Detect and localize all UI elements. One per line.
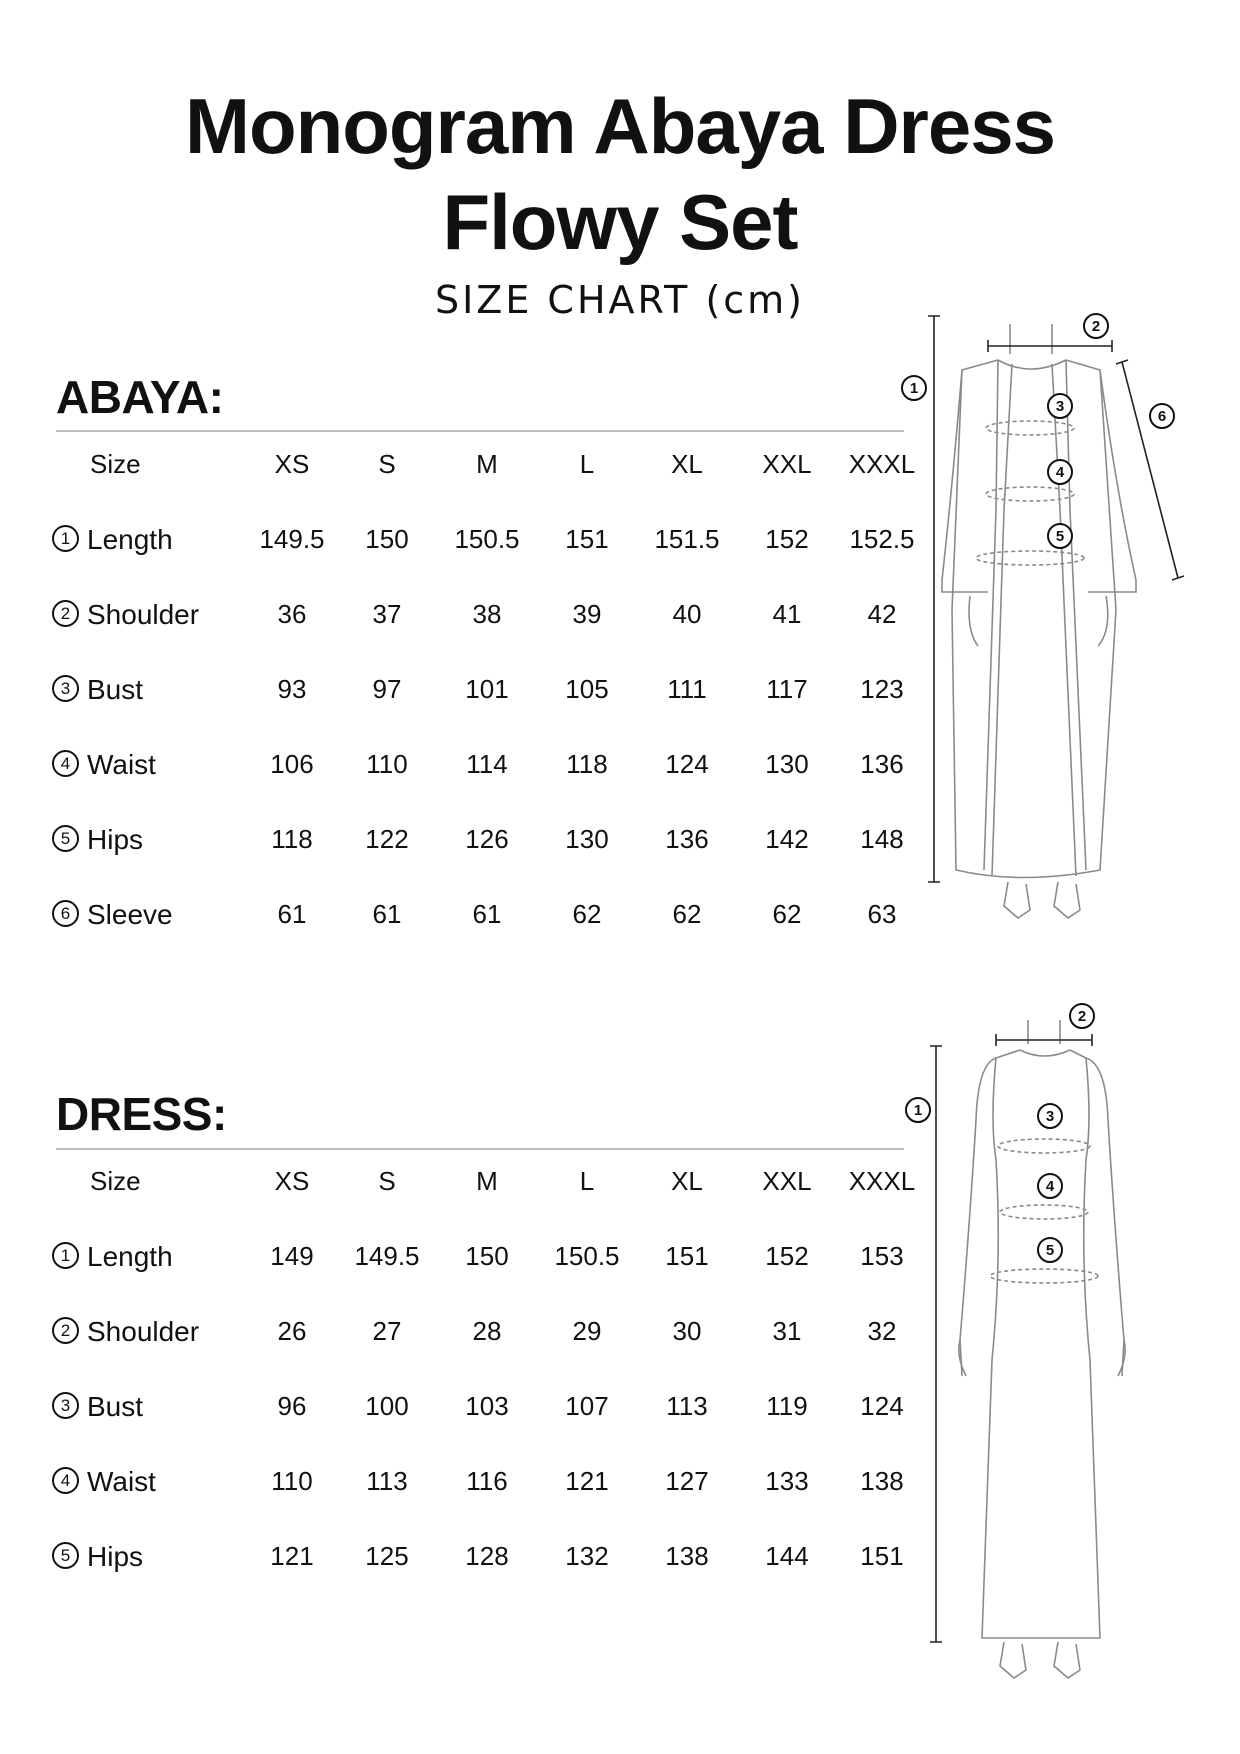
table-cell: 29 [572,1316,602,1346]
measurement-label [52,877,242,952]
table-row [52,577,932,652]
measurement-label [52,652,242,727]
marker-sleeve-label: 6 [1157,408,1167,425]
table-cell: 149 [270,1241,314,1271]
measurement-number-badge: 1 [52,525,79,552]
table-cell: 42 [867,599,897,629]
table-cell: 61 [372,899,402,929]
table-cell: 125 [365,1541,409,1571]
table-cell: 113 [366,1466,408,1496]
table-cell: 111 [667,674,707,704]
table-cell: 62 [772,899,802,929]
size-header-xxl: XXL [762,1166,812,1196]
table-cell: 148 [860,824,904,854]
table-cell: 123 [860,674,904,704]
marker-waist-label: 4 [1055,464,1065,481]
table-cell: 150 [365,524,409,554]
table-cell: 36 [277,599,307,629]
table-cell: 62 [672,899,702,929]
table-cell: 37 [372,599,402,629]
table-row [52,802,932,877]
measurement-number-badge: 2 [52,600,79,627]
abaya-heading: ABAYA: [56,371,224,423]
table-cell: 100 [365,1391,409,1421]
table-cell: 122 [365,824,409,854]
measurement-label [52,1294,242,1369]
table-row [52,1444,932,1519]
dress-marker-waist-label: 4 [1045,1178,1055,1195]
table-cell: 124 [665,749,709,779]
table-cell: 150 [465,1241,509,1271]
measurement-name: Shoulder [87,1316,200,1348]
measurement-number-badge: 2 [52,1317,79,1344]
size-column-header: Size [90,449,141,479]
page-title [0,78,1240,270]
table-cell: 150.5 [554,1241,620,1271]
size-header-xs: XS [274,1166,310,1196]
size-header-xxxl: XXXL [848,449,916,479]
table-row [52,1294,932,1369]
table-cell: 124 [860,1391,904,1421]
table-cell: 31 [772,1316,802,1346]
table-cell: 62 [572,899,602,929]
table-cell: 130 [765,749,809,779]
table-cell: 110 [366,749,408,779]
measurement-number-badge: 4 [52,750,79,777]
table-cell: 114 [466,749,508,779]
dress-size-header-row [52,1144,932,1219]
measurement-number-badge: 4 [52,1467,79,1494]
measurement-label [52,1219,242,1294]
abaya-size-header-row [52,427,932,502]
table-cell: 130 [565,824,609,854]
table-cell: 117 [766,674,808,704]
page-subtitle: SIZE CHART (cm) [434,278,806,322]
measurement-name: Length [87,1241,173,1273]
measurement-label [52,577,242,652]
measurement-name: Waist [87,1466,156,1498]
table-cell: 152 [765,524,809,554]
measurement-name: Shoulder [87,599,200,631]
table-cell: 105 [565,674,609,704]
table-cell: 118 [271,824,313,854]
abaya-size-table [52,427,932,952]
table-cell: 119 [766,1391,808,1421]
table-cell: 26 [277,1316,307,1346]
table-cell: 126 [465,824,509,854]
table-cell: 149.5 [354,1241,420,1271]
table-row [52,1369,932,1444]
measurement-name: Sleeve [87,899,173,931]
dress-size-table [52,1144,932,1594]
table-cell: 96 [277,1391,307,1421]
table-cell: 152.5 [849,524,915,554]
marker-bust-label: 3 [1055,398,1065,415]
measurement-label [52,1369,242,1444]
table-row [52,877,932,952]
table-cell: 121 [270,1541,314,1571]
table-cell: 118 [566,749,608,779]
table-cell: 136 [665,824,709,854]
table-cell: 97 [372,674,402,704]
table-row [52,652,932,727]
table-cell: 103 [465,1391,509,1421]
size-header-m: M [476,1166,498,1196]
table-cell: 61 [277,899,307,929]
table-cell: 151 [665,1241,709,1271]
size-header-l: L [579,449,595,479]
measurement-label [52,802,242,877]
table-cell: 144 [765,1541,809,1571]
size-header-xl: XL [671,449,703,479]
table-cell: 30 [672,1316,702,1346]
table-cell: 32 [867,1316,897,1346]
measurement-label [52,1519,242,1594]
table-cell: 150.5 [454,524,520,554]
measurement-number-badge: 5 [52,1542,79,1569]
size-header-xxl: XXL [762,449,812,479]
size-header-l: L [579,1166,595,1196]
marker-hips-label: 5 [1055,528,1065,545]
table-cell: 107 [565,1391,609,1421]
size-header-xs: XS [274,449,310,479]
table-cell: 106 [270,749,314,779]
table-cell: 127 [665,1466,709,1496]
marker-length-label: 1 [909,380,919,397]
dress-heading: DRESS: [56,1088,227,1140]
measurement-label [52,502,242,577]
title-line-1: Monogram Abaya Dress [184,82,1056,170]
measurement-number-badge: 3 [52,675,79,702]
measurement-number-badge: 1 [52,1242,79,1269]
abaya-measurement-figure [900,310,1200,940]
table-cell: 27 [372,1316,402,1346]
measurement-number-badge: 3 [52,1392,79,1419]
table-row [52,727,932,802]
size-header-xxxl: XXXL [848,1166,916,1196]
size-header-m: M [476,449,498,479]
abaya-figure-markers [902,314,1174,548]
table-cell: 113 [666,1391,708,1421]
measurement-name: Length [87,524,173,556]
dress-marker-shoulder-label: 2 [1077,1008,1087,1025]
measurement-label [52,1444,242,1519]
table-cell: 116 [466,1466,508,1496]
size-header-s: S [378,449,396,479]
dress-measurement-figure [900,1000,1200,1700]
measurement-number-badge: 6 [52,900,79,927]
table-row [52,1519,932,1594]
size-header-xl: XL [671,1166,703,1196]
table-cell: 136 [860,749,904,779]
table-cell: 101 [465,674,509,704]
table-row [52,1219,932,1294]
table-cell: 121 [565,1466,609,1496]
measurement-name: Waist [87,749,156,781]
table-cell: 61 [472,899,502,929]
measurement-name: Hips [87,824,144,856]
table-cell: 41 [772,599,802,629]
table-cell: 138 [860,1466,904,1496]
table-cell: 138 [665,1541,709,1571]
table-cell: 38 [472,599,502,629]
table-cell: 128 [465,1541,509,1571]
table-row [52,502,932,577]
size-column-header: Size [90,1166,141,1196]
dress-marker-bust-label: 3 [1045,1108,1055,1125]
table-cell: 93 [277,674,307,704]
table-cell: 151.5 [654,524,720,554]
table-cell: 63 [867,899,897,929]
table-cell: 39 [572,599,602,629]
measurement-name: Hips [87,1541,144,1573]
table-cell: 110 [271,1466,313,1496]
table-cell: 142 [765,824,809,854]
table-cell: 151 [860,1541,904,1571]
measurement-number-badge: 5 [52,825,79,852]
title-line-2: Flowy Set [442,178,798,266]
dress-marker-length-label: 1 [913,1102,923,1119]
table-cell: 40 [672,599,702,629]
table-cell: 153 [860,1241,904,1271]
table-cell: 133 [765,1466,809,1496]
table-cell: 132 [565,1541,609,1571]
marker-shoulder-label: 2 [1091,318,1101,335]
table-cell: 151 [565,524,609,554]
table-cell: 28 [472,1316,502,1346]
table-cell: 149.5 [259,524,325,554]
size-header-s: S [378,1166,396,1196]
dress-marker-hips-label: 5 [1045,1242,1055,1259]
measurement-label [52,727,242,802]
measurement-name: Bust [87,674,144,706]
measurement-name: Bust [87,1391,144,1423]
table-cell: 152 [765,1241,809,1271]
